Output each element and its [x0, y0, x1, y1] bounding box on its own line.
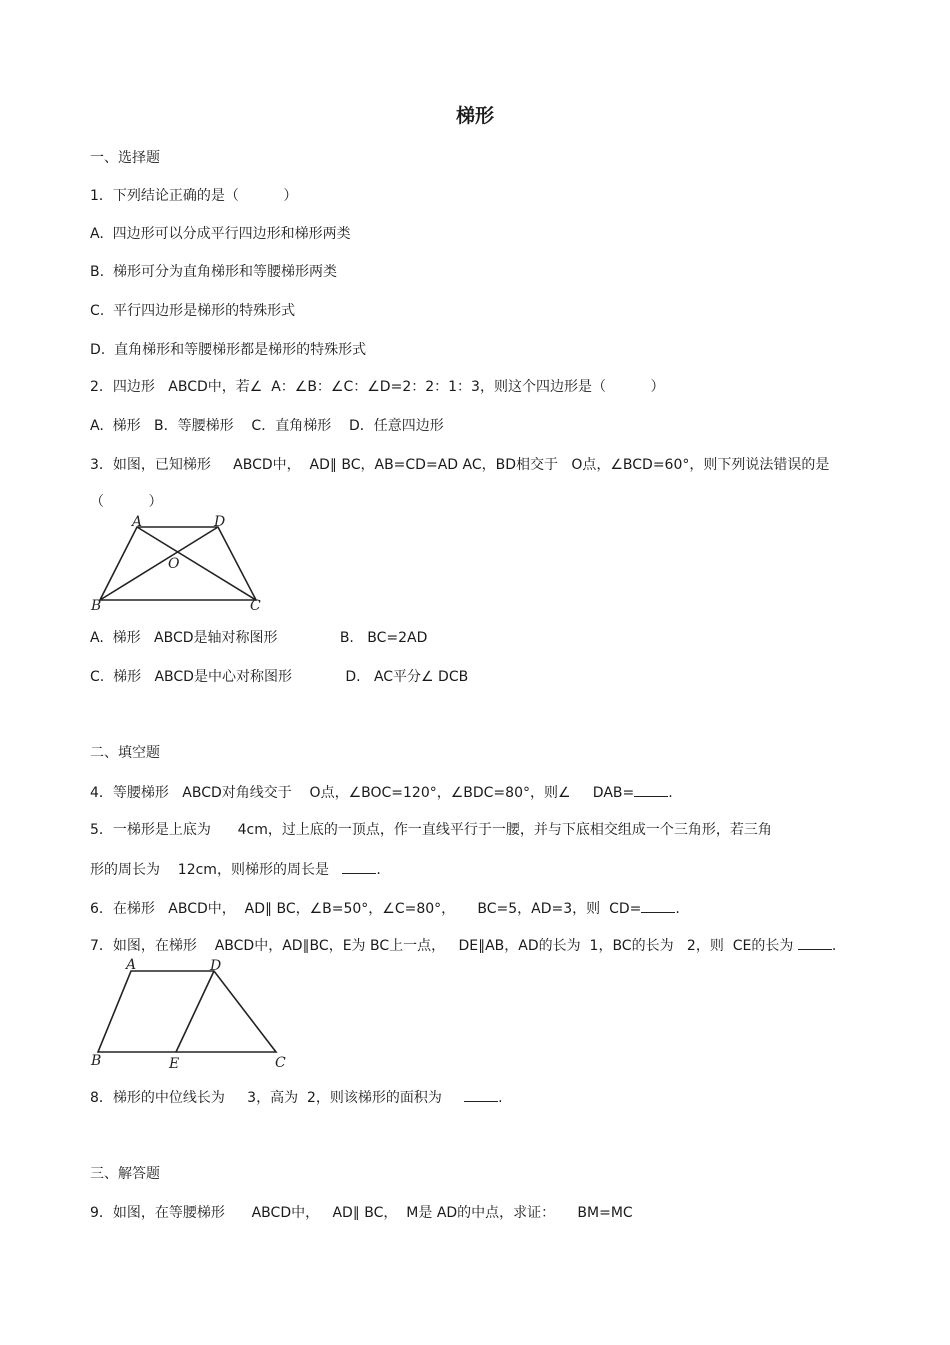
question-5-line-1: 5．一梯形是上底为 4cm，过上底的一顶点，作一直线平行于一腰，并与下底相交组成一个三角形，若三角 [90, 822, 772, 838]
question-6-text: 6．在梯形 ABCD中， AD∥ BC，∠B=50°，∠C=80°， BC=5，AD=3，则 CD= [90, 901, 642, 917]
answer-blank [634, 782, 668, 797]
question-9-stem: 9．如图，在等腰梯形 ABCD中， AD∥ BC， M是 AD的中点，求证： BM=MC [90, 1205, 633, 1221]
question-4-period: . [668, 785, 673, 801]
question-8-text: 8．梯形的中位线长为 3，高为 2，则该梯形的面积为 [90, 1090, 465, 1106]
vertex-label-b: B [91, 598, 102, 614]
question-3-options-cd: C. 梯形 ABCD是中心对称图形 D. AC平分∠ DCB [90, 669, 469, 685]
question-2-stem: 2．四边形 ABCD中，若∠ A：∠B：∠C：∠D=2：2：1：3，则这个四边形是（ ） [90, 379, 665, 395]
question-3-stem: 3．如图，已知梯形 ABCD中， AD∥ BC，AB=CD=AD AC，BD相交于 O点，∠BCD=60°，则下列说法错误的是 [90, 457, 830, 473]
answer-blank [641, 898, 675, 913]
segment-de [176, 971, 214, 1052]
question-4 [90, 782, 673, 803]
question-5-text: 形的周长为 12cm，则梯形的周长是 [90, 862, 343, 878]
question-3-options-ab: A. 梯形 ABCD是轴对称图形 B. BC=2AD [90, 630, 428, 646]
point-label-o: O [168, 556, 180, 572]
question-3-paren: （ ） [90, 494, 163, 510]
point-label-e: E [169, 1056, 180, 1072]
question-7-figure [86, 955, 296, 1073]
question-7-text: 7．如图，在梯形 ABCD中，AD∥BC，E为 BC上一点， DE∥AB，AD的长为 1，BC的长为 2，则 CE的长为 [90, 938, 798, 954]
question-5-period: . [376, 862, 381, 878]
question-5-line-2 [90, 859, 381, 880]
question-1-option-b: B. 梯形可分为直角梯形和等腰梯形两类 [90, 264, 337, 280]
vertex-label-a: A [132, 514, 143, 530]
vertex-label-d: D [210, 958, 222, 974]
question-7 [90, 935, 836, 956]
question-3-figure [88, 512, 273, 614]
trapezoid-abcd [98, 971, 276, 1052]
answer-blank [798, 935, 832, 950]
answer-blank [342, 859, 376, 874]
question-1-option-a: A. 四边形可以分成平行四边形和梯形两类 [90, 226, 351, 242]
question-6-period: . [675, 901, 680, 917]
vertex-label-c: C [250, 598, 261, 614]
vertex-label-d: D [214, 514, 226, 530]
question-6 [90, 898, 680, 919]
question-1-option-c: C. 平行四边形是梯形的特殊形式 [90, 303, 296, 319]
question-1-stem: 1．下列结论正确的是（ ） [90, 188, 298, 204]
vertex-label-c: C [275, 1055, 286, 1071]
question-8-period: . [498, 1090, 503, 1106]
section-heading-solve: 三、解答题 [90, 1166, 160, 1182]
vertex-label-a: A [126, 957, 137, 973]
page-title: 梯形 [455, 105, 494, 127]
question-1-option-d: D. 直角梯形和等腰梯形都是梯形的特殊形式 [90, 342, 367, 358]
question-8 [90, 1087, 503, 1108]
section-heading-choice: 一、选择题 [90, 150, 160, 166]
diagonal-ac [137, 527, 256, 600]
section-heading-fill: 二、填空题 [90, 745, 160, 761]
vertex-label-b: B [91, 1053, 102, 1069]
question-2-options: A. 梯形 B．等腰梯形 C．直角梯形 D．任意四边形 [90, 418, 444, 434]
question-7-period: . [831, 938, 837, 954]
answer-blank [464, 1087, 498, 1102]
question-4-text: 4．等腰梯形 ABCD对角线交于 O点，∠BOC=120°，∠BDC=80°，则∠ DAB= [90, 785, 635, 801]
